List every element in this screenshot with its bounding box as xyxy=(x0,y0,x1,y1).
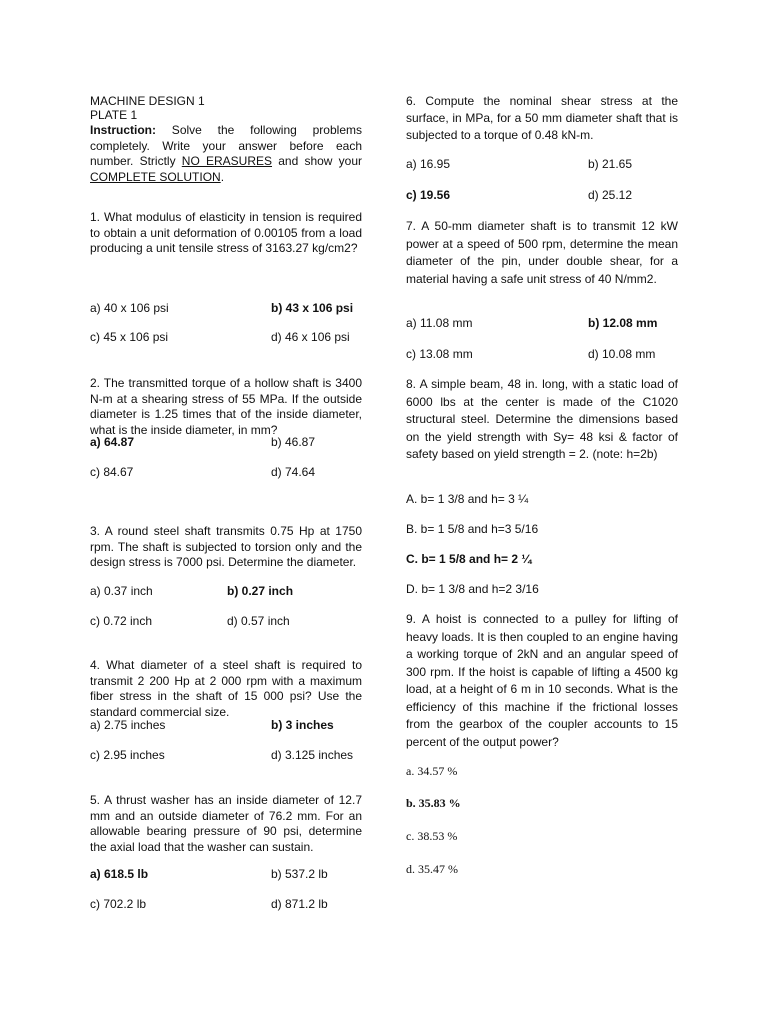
q9-option-b: b. 35.83 % xyxy=(406,796,461,810)
q5-option-c: c) 702.2 lb xyxy=(90,897,147,911)
instruction-text-1: Solve the following problems completely. Write your answer before each number. Strictly xyxy=(90,123,362,168)
instruction-text-2: and show your xyxy=(272,154,363,168)
instruction-label: Instruction: xyxy=(90,123,156,137)
question-7-text: 7. A 50-mm diameter shaft is to transmit 12 kW power at a speed of 500 rpm, determine the mean diameter of the pin, under double shear, for a material having a safe unit stress of 40 N/mm2. xyxy=(406,219,678,286)
q4-option-c: c) 2.95 inches xyxy=(90,748,165,762)
q9-option-a: a. 34.57 % xyxy=(406,764,458,778)
complete-solution-text: COMPLETE SOLUTION xyxy=(90,169,221,184)
question-4-text: 4. What diameter of a steel shaft is required to transmit 2 200 Hp at 2 000 rpm with a maximum fiber stress in the shaft of 15 000 psi? Use the standard commercial size. xyxy=(90,658,362,719)
q8-option-d: D. b= 1 3/8 and h=2 3/16 xyxy=(406,582,539,596)
q7-option-c: c) 13.08 mm xyxy=(406,347,473,361)
q1-option-b: b) 43 x 106 psi xyxy=(271,301,354,315)
q7-option-b: b) 12.08 mm xyxy=(588,316,658,330)
q8-option-a: A. b= 1 3/8 and h= 3 ¼ xyxy=(406,492,529,506)
plate-label: PLATE 1 xyxy=(90,108,138,122)
q3-option-d: d) 0.57 inch xyxy=(227,614,290,628)
q7-option-d: d) 10.08 mm xyxy=(588,347,656,361)
q2-option-a: a) 64.87 xyxy=(90,435,135,449)
q6-option-c: c) 19.56 xyxy=(406,188,451,202)
question-8-text: 8. A simple beam, 48 in. long, with a static load of 6000 lbs at the center is made of the C1020 structural steel. Determine the dimensions based on the yield strength with Sy= 48 ksi & factor of safety based on yield strength = 2. (note: h=2b) xyxy=(406,377,678,461)
question-5-text: 5. A thrust washer has an inside diameter of 12.7 mm and an outside diameter of 76.2 mm. For an allowable bearing pressure of 90 psi, determine the axial load that the washer can sustain. xyxy=(90,793,362,854)
q7-option-a: a) 11.08 mm xyxy=(406,316,473,330)
question-6-text: 6. Compute the nominal shear stress at the surface, in MPa, for a 50 mm diameter shaft that is subjected to a torque of 0.48 kN-m. xyxy=(406,94,678,142)
q3-option-c: c) 0.72 inch xyxy=(90,614,153,628)
q8-option-b: B. b= 1 5/8 and h=3 5/16 xyxy=(406,522,539,536)
q4-option-b: b) 3 inches xyxy=(271,718,334,732)
q5-option-d: d) 871.2 lb xyxy=(271,897,328,911)
q1-option-d: d) 46 x 106 psi xyxy=(271,330,350,344)
q4-option-a: a) 2.75 inches xyxy=(90,718,166,732)
q3-option-b: b) 0.27 inch xyxy=(227,584,294,598)
q1-option-c: c) 45 x 106 psi xyxy=(90,330,169,344)
q6-option-b: b) 21.65 xyxy=(588,157,633,171)
q2-option-c: c) 84.67 xyxy=(90,465,134,479)
q6-option-a: a) 16.95 xyxy=(406,157,451,171)
q6-option-d: d) 25.12 xyxy=(588,188,633,202)
course-title: MACHINE DESIGN 1 xyxy=(90,94,205,108)
q3-option-a: a) 0.37 inch xyxy=(90,584,153,598)
q5-option-b: b) 537.2 lb xyxy=(271,867,328,881)
question-1-text: 1. What modulus of elasticity in tension is required to obtain a unit deformation of 0.00105 from a load producing a unit tensile stress of 3163.27 kg/cm2? xyxy=(90,210,362,255)
q2-option-b: b) 46.87 xyxy=(271,435,316,449)
q8-option-c: C. b= 1 5/8 and h= 2 ¼ xyxy=(406,552,532,566)
question-3-text: 3. A round steel shaft transmits 0.75 Hp at 1750 rpm. The shaft is subjected to torsion only and the design stress is 7000 psi. Determine the diameter. xyxy=(90,524,362,569)
q9-option-d: d. 35.47 % xyxy=(406,862,458,876)
question-9-text: 9. A hoist is connected to a pulley for lifting of heavy loads. It is then coupled to an engine having a working torque of 2kN and an angular speed of 300 rpm. If the hoist is capable of lifting a 4500 kg load, at a height of 6 m in 10 seconds. What is the efficiency of this machine if the frictional losses from the gearbox of the coupler accounts to 15 percent of the output power? xyxy=(406,612,678,749)
instruction-end: . xyxy=(220,169,225,184)
question-2-text: 2. The transmitted torque of a hollow shaft is 3400 N-m at a shearing stress of 55 MPa. If the outside diameter is 1.25 times that of the inside diameter, what is the inside diameter, in mm? xyxy=(90,376,362,437)
q4-option-d: d) 3.125 inches xyxy=(271,748,354,762)
q2-option-d: d) 74.64 xyxy=(271,465,316,479)
no-erasures-text: NO ERASURES xyxy=(181,154,273,168)
q1-option-a: a) 40 x 106 psi xyxy=(90,301,169,315)
q5-option-a: a) 618.5 lb xyxy=(90,867,149,881)
q9-option-c: c. 38.53 % xyxy=(406,829,458,843)
instruction-block xyxy=(90,123,362,185)
